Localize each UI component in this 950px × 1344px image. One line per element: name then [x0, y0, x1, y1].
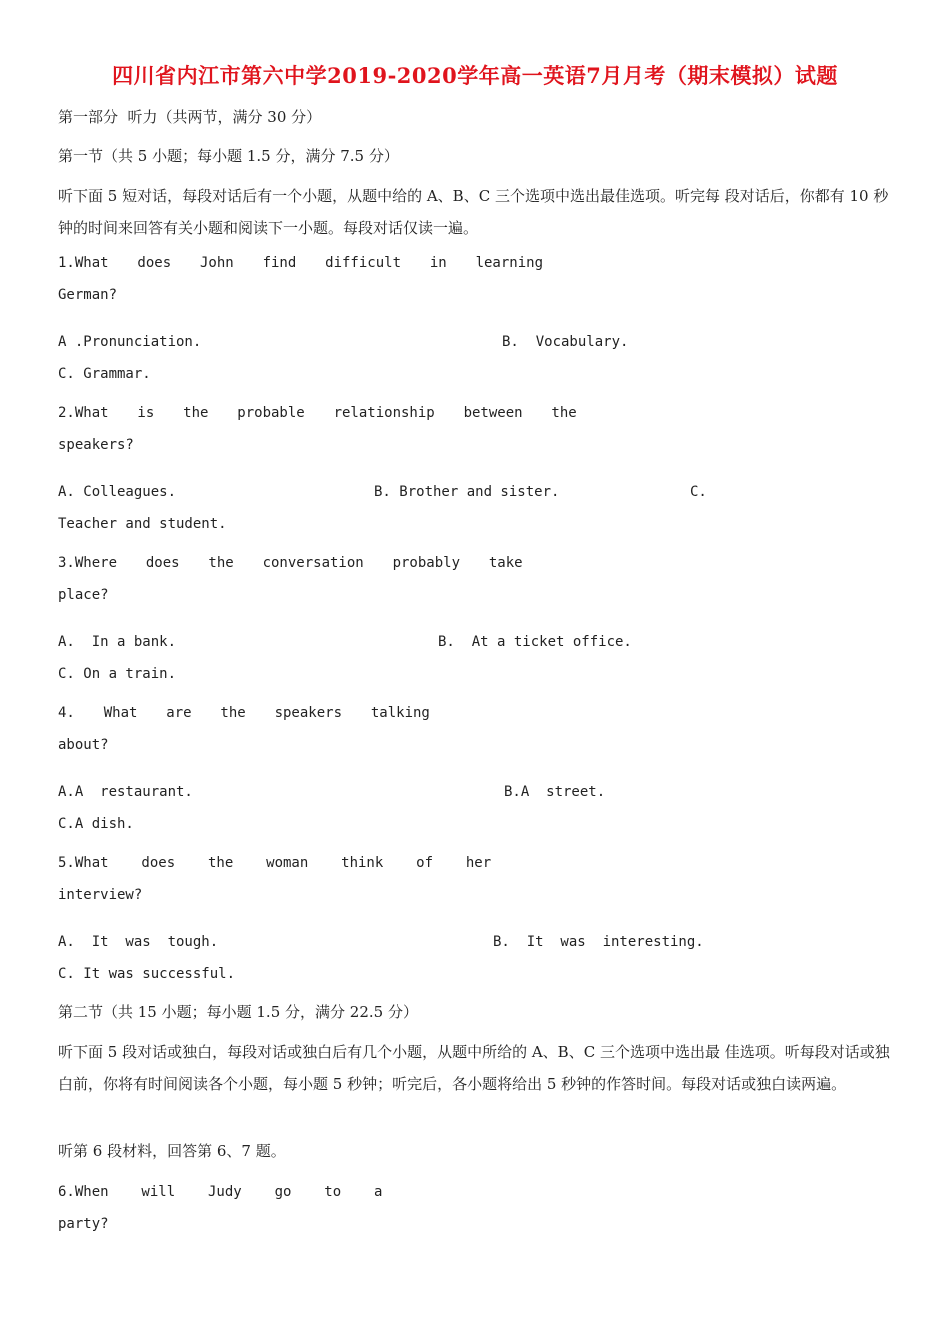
- question-6-line2: party?: [58, 1216, 109, 1232]
- question-4-option-b: B.A street.: [504, 784, 606, 800]
- question-4-option-a: A.A restaurant.: [58, 784, 193, 800]
- section1-instructions: 听下面 5 短对话，每段对话后有一个小题，从题中给的 A、B、C 三个选项中选出最佳选项。听完每 段对话后，你都有 10 秒钟的时间来回答有关小题和阅读下一小题。每段对话仅读一遍。: [58, 187, 889, 237]
- question-5-line1: 5.What does the woman think of her: [58, 855, 492, 871]
- question-2-option-a: A. Colleagues.: [58, 484, 177, 500]
- question-1-option-a: A .Pronunciation.: [58, 334, 202, 350]
- question-3-line2: place?: [58, 587, 109, 603]
- section2-heading: 第二节（共 15 小题；每小题 1.5 分，满分 22.5 分）: [58, 1003, 418, 1021]
- question-4-option-c: C.A dish.: [58, 816, 134, 832]
- question-5-line2: interview?: [58, 887, 143, 903]
- question-1-option-c: C. Grammar.: [58, 366, 151, 382]
- question-1-line1: 1.What does John find difficult in learning: [58, 255, 544, 271]
- question-3-option-a: A. In a bank.: [58, 634, 177, 650]
- question-3-option-b: B. At a ticket office.: [438, 634, 632, 650]
- question-6-line1: 6.When will Judy go to a: [58, 1184, 383, 1200]
- question-4-line1: 4. What are the speakers talking: [58, 705, 430, 721]
- question-1-line2: German?: [58, 287, 118, 303]
- question-5-option-b: B. It was interesting.: [493, 934, 704, 950]
- question-3-option-c: C. On a train.: [58, 666, 177, 682]
- section2-instructions: 听下面 5 段对话或独白，每段对话或独白后有几个小题，从题中所给的 A、B、C 三个选项中选出最 佳选项。听每段对话或独白前，你将有时间阅读各个小题，每小题 5 秒钟；听完后，各小题将给出 5 秒钟的作答时间。每段对话或独白读两遍。: [58, 1043, 890, 1093]
- question-2-line1: 2.What is the probable relationship between the: [58, 405, 577, 421]
- question-2-option-b: B. Brother and sister.: [374, 484, 560, 500]
- question-2-option-c-prefix: C.: [690, 484, 707, 500]
- question-3-line1: 3.Where does the conversation probably take: [58, 555, 523, 571]
- question-4-line2: about?: [58, 737, 109, 753]
- page-title: 四川省内江市第六中学2019-2020学年高一英语7月月考（期末模拟）试题: [112, 63, 838, 88]
- material-6-heading: 听第 6 段材料，回答第 6、7 题。: [58, 1142, 286, 1160]
- section1-heading: 第一节（共 5 小题；每小题 1.5 分，满分 7.5 分）: [58, 147, 399, 165]
- question-1-option-b: B. Vocabulary.: [502, 334, 629, 350]
- question-2-line2: speakers?: [58, 437, 134, 453]
- part1-heading: 第一部分 听力（共两节，满分 30 分）: [58, 108, 322, 126]
- question-5-option-a: A. It was tough.: [58, 934, 219, 950]
- question-2-option-c: Teacher and student.: [58, 516, 227, 532]
- question-5-option-c: C. It was successful.: [58, 966, 236, 982]
